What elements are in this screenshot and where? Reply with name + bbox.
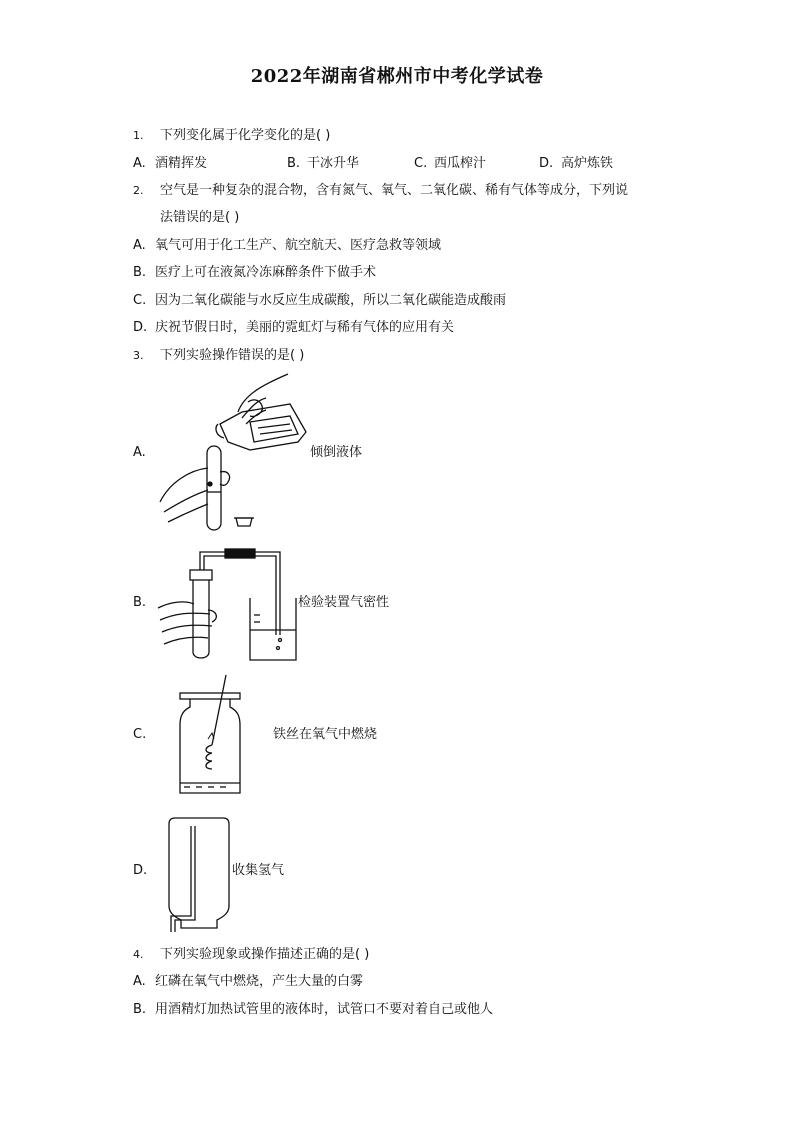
q4-option-a-text: 红磷在氧气中燃烧，产生大量的白雾 <box>155 974 364 989</box>
iron-wire-burning-figure <box>176 673 246 799</box>
q2-option-a-letter: A. <box>133 238 146 253</box>
collecting-hydrogen-figure <box>155 816 235 936</box>
question-3-number: 3. <box>133 349 144 362</box>
q3-option-c-letter: C. <box>133 727 147 742</box>
q2-option-a-text: 氧气可用于化工生产、航空航天、医疗急救等领域 <box>155 238 442 253</box>
question-1-number: 1. <box>133 129 144 142</box>
question-4-stem: 下列实验现象或操作描述正确的是( ) <box>160 947 370 962</box>
q3-option-d-letter: D. <box>133 863 148 878</box>
q3-option-c-caption: 铁丝在氧气中燃烧 <box>273 727 378 742</box>
q2-option-d-letter: D. <box>133 320 148 335</box>
q4-option-b-text: 用酒精灯加热试管里的液体时，试管口不要对着自己或他人 <box>155 1002 494 1017</box>
q1-option-d-text: 高炉炼铁 <box>561 156 614 171</box>
q4-option-a-letter: A. <box>133 974 146 989</box>
q1-option-a-text: 酒精挥发 <box>155 156 208 171</box>
q2-option-b-letter: B. <box>133 265 147 280</box>
q1-option-a-letter: A. <box>133 156 146 171</box>
pouring-liquid-figure <box>150 372 310 532</box>
q1-option-c-letter: C. <box>414 156 428 171</box>
question-2-number: 2. <box>133 184 144 197</box>
q3-option-b-letter: B. <box>133 595 147 610</box>
page-title: 2022年湖南省郴州市中考化学试卷 <box>250 66 544 87</box>
q4-option-b-letter: B. <box>133 1002 147 1017</box>
question-1-stem: 下列变化属于化学变化的是( ) <box>160 128 331 143</box>
question-4-number: 4. <box>133 948 144 961</box>
q1-option-b-letter: B. <box>287 156 301 171</box>
q1-option-b-text: 干冰升华 <box>307 156 360 171</box>
q3-option-d-caption: 收集氢气 <box>232 863 285 878</box>
q1-option-c-text: 西瓜榨汁 <box>434 156 487 171</box>
airtightness-check-figure <box>150 540 300 665</box>
q3-option-b-caption: 检验装置气密性 <box>298 595 390 610</box>
q2-option-b-text: 医疗上可在液氮冷冻麻醉条件下做手术 <box>155 265 377 280</box>
q3-option-a-letter: A. <box>133 445 146 460</box>
q2-option-c-letter: C. <box>133 293 147 308</box>
question-2-stem-line1: 空气是一种复杂的混合物，含有氮气、氧气、二氧化碳、稀有气体等成分，下列说 <box>160 183 629 198</box>
q1-option-d-letter: D. <box>539 156 554 171</box>
question-3-stem: 下列实验操作错误的是( ) <box>160 348 305 363</box>
q2-option-d-text: 庆祝节假日时，美丽的霓虹灯与稀有气体的应用有关 <box>155 320 455 335</box>
q3-option-a-caption: 倾倒液体 <box>310 445 363 460</box>
q2-option-c-text: 因为二氧化碳能与水反应生成碳酸，所以二氧化碳能造成酸雨 <box>155 293 507 308</box>
question-2-stem-line2: 法错误的是( ) <box>160 210 240 225</box>
